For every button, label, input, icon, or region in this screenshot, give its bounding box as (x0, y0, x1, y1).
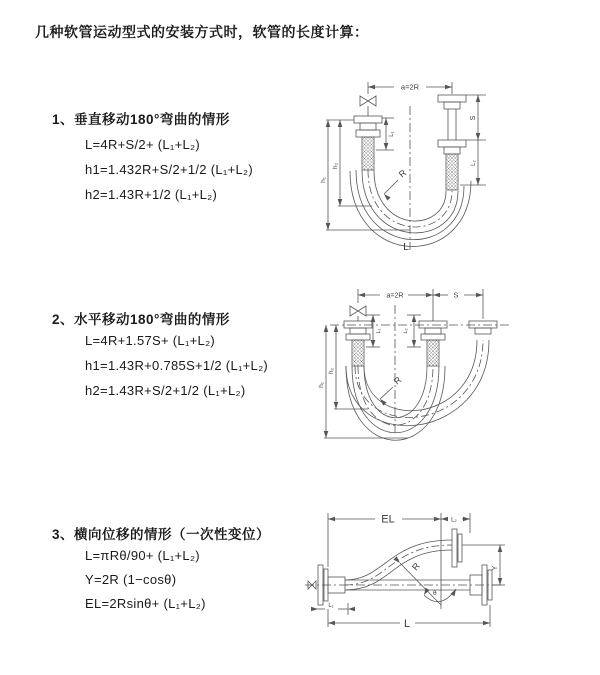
braid-hatch (446, 154, 458, 190)
left-connector (354, 116, 382, 170)
dim-el (328, 513, 441, 609)
valve-icon (350, 306, 366, 321)
dim-h2-label: h₂ (332, 162, 339, 170)
displaced-flange (452, 529, 462, 567)
section-2-formula-L: L=4R+1.57S+ (L₁+L₂) (85, 333, 216, 348)
dim-s-label: S (470, 115, 477, 121)
section-3-formula-Y: Y=2R (1−cosθ) (85, 572, 177, 587)
section-2-heading: 2、水平移动180°弯曲的情形 (52, 312, 230, 327)
section-2-formula-h1: h1=1.43R+0.785S+1/2 (L₁+L₂) (85, 358, 269, 373)
section-3-formula-L: L=πRθ/90+ (L₁+L₂) (85, 548, 200, 563)
right-connector (469, 321, 497, 334)
section-3-formula-EL: EL=2Rsinθ+ (L₁+L₂) (85, 596, 206, 611)
dim-l2-label: L₂ (471, 160, 477, 166)
diagram-2-horizontal-bend (296, 283, 594, 455)
section-1-heading: 1、垂直移动180°弯曲的情形 (52, 112, 230, 127)
angle-theta-label: θ (433, 590, 437, 597)
section-2-formula-h2: h2=1.43R+S/2+1/2 (L₁+L₂) (85, 383, 246, 398)
radius-leader (378, 387, 393, 406)
dim-l1-label: L₁ (328, 603, 334, 609)
radius-label: R (410, 560, 422, 573)
hose-s-curve (345, 540, 452, 590)
dim-h2 (334, 325, 368, 409)
left-connector (344, 321, 372, 366)
radius-leader (382, 180, 398, 201)
section-1-formula-h2: h2=1.43R+1/2 (L₁+L₂) (85, 187, 218, 202)
diagram-3-lateral-displacement (300, 505, 590, 637)
dim-l2 (407, 315, 421, 347)
braid-hatch (427, 340, 439, 366)
radius-label: R (391, 374, 404, 387)
dim-el-label: EL (381, 513, 395, 526)
section-3-heading: 3、横向位移的情形（一次性变位） (52, 527, 271, 542)
valve-icon (360, 96, 376, 116)
right-connector (438, 95, 466, 190)
braid-hatch (352, 340, 364, 366)
middle-connector (419, 321, 447, 366)
page-title: 几种软管运动型式的安装方式时，软管的长度计算： (35, 24, 369, 40)
dim-s-label: S (453, 292, 459, 300)
diagram-1-vertical-bend (302, 68, 594, 263)
dim-h1-label: h₁ (318, 382, 325, 388)
dim-l2-label: L₂ (451, 517, 457, 524)
section-1-formula-h1: h1=1.432R+S/2+1/2 (L₁+L₂) (85, 162, 253, 177)
dim-h2-label: h₂ (328, 367, 335, 375)
hose-u-bend-shifted (346, 340, 489, 426)
dim-l-label: L (403, 618, 411, 630)
radius-label: R (396, 167, 409, 180)
length-label: L (403, 241, 409, 253)
section-1-formula-L: L=4R+S/2+ (L₁+L₂) (85, 137, 200, 152)
dim-l1-label: L₁ (389, 131, 395, 137)
dim-l1-label: L₁ (376, 328, 382, 334)
dim-a2r (358, 289, 483, 321)
braid-hatch (362, 137, 374, 170)
dim-a2r-label: a=2R (386, 292, 404, 300)
dim-a2r-label: a=2R (400, 82, 420, 92)
dim-l2-label: L₂ (403, 328, 409, 334)
dim-y-label: Y (492, 565, 499, 571)
dim-h1-label: h₁ (320, 177, 327, 183)
